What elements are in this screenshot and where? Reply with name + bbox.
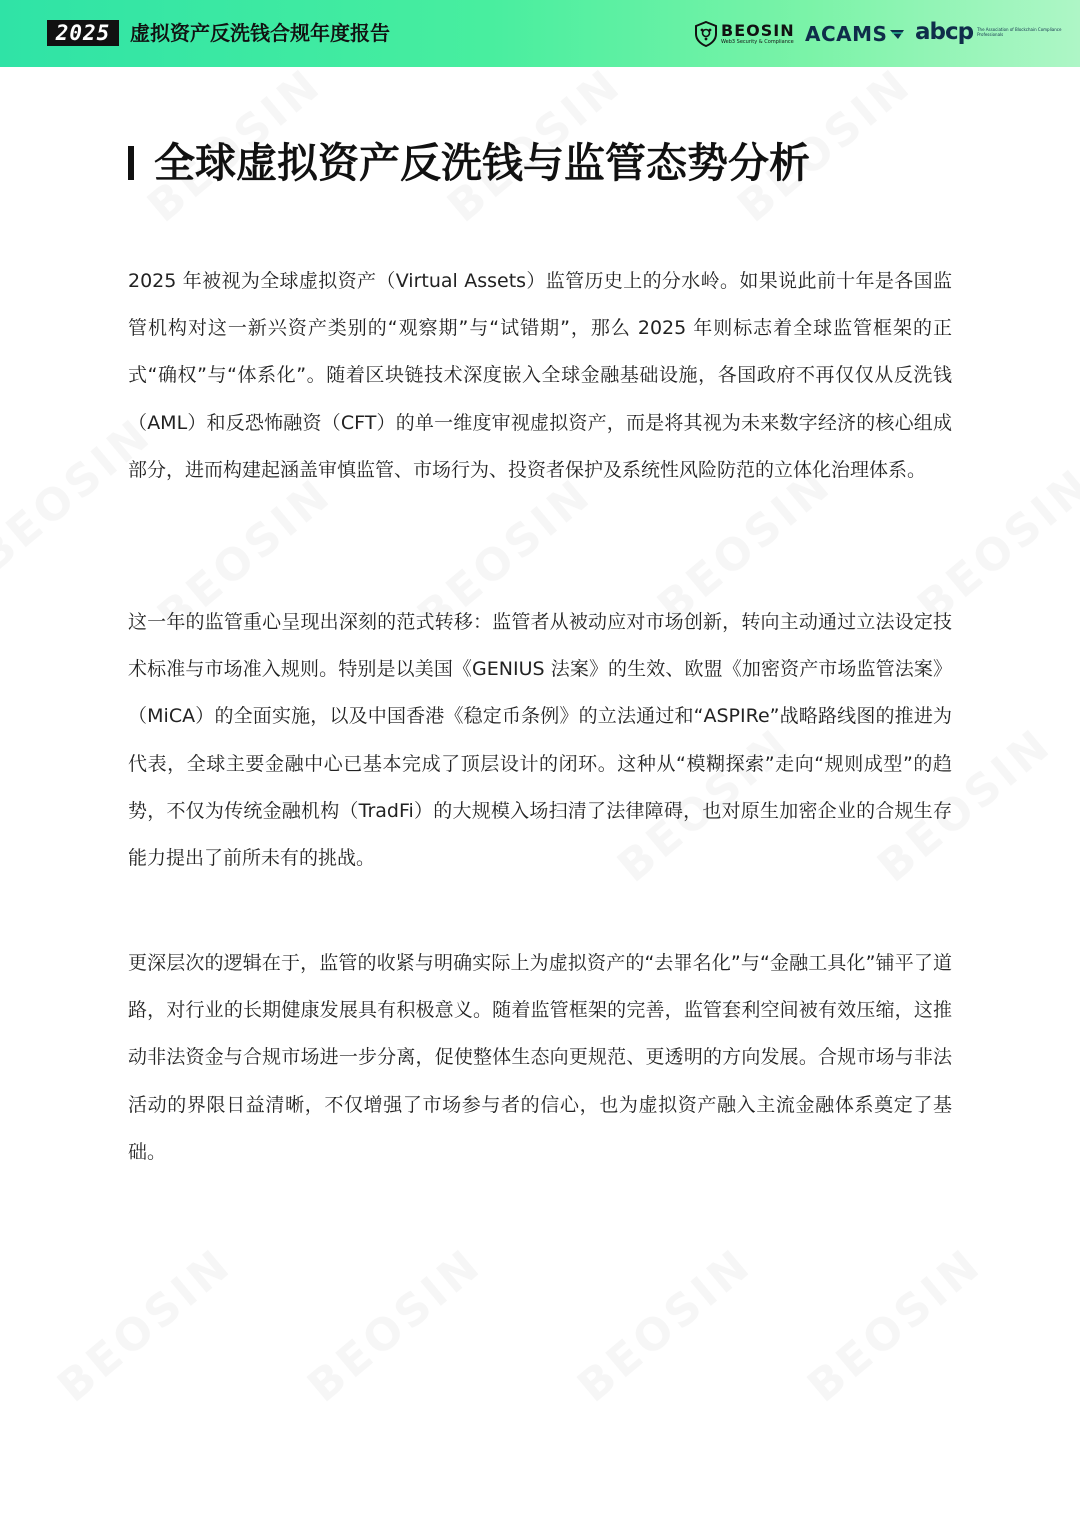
report-title: 虚拟资产反洗钱合规年度报告	[130, 21, 390, 45]
acams-wordmark: ACAMS	[805, 22, 888, 46]
report-header	[0, 0, 1080, 67]
body-paragraph: 2025 年被视为全球虚拟资产（Virtual Assets）监管历史上的分水岭。如果说此前十年是各国监管机构对这一新兴资产类别的“观察期”与“试错期”，那么 2025 年则标志着全球监管框架的正式“确权”与“体系化”。随着区块链技术深度嵌入全球金融基础设施，各国政府不再仅仅从反洗钱（AML）和反恐怖融资（CFT）的单一维度审视虚拟资产，而是将其视为未来数字经济的核心组成部分，进而构建起涵盖审慎监管、市场行为、投资者保护及系统性风险防范的立体化治理体系。	[128, 270, 952, 481]
acams-mark-icon	[889, 28, 905, 40]
beosin-wordmark: BEOSIN	[721, 20, 795, 40]
abcp-wordmark: abcp	[915, 19, 974, 45]
body-paragraph: 这一年的监管重心呈现出深刻的范式转移：监管者从被动应对市场创新，转向主动通过立法设定技术标准与市场准入规则。特别是以美国《GENIUS 法案》的生效、欧盟《加密资产市场监管法案》（MiCA）的全面实施，以及中国香港《稳定币条例》的立法通过和“ASPIRe”战略路线图的推进为代表，全球主要金融中心已基本完成了顶层设计的闭环。这种从“模糊探索”走向“规则成型”的趋势，不仅为传统金融机构（TradFi）的大规模入场扫清了法律障碍，也对原生加密企业的合规生存能力提出了前所未有的挑战。	[128, 611, 952, 870]
watermark	[48, 1239, 242, 1413]
watermark	[298, 1239, 492, 1413]
beosin-logo	[695, 18, 795, 50]
abcp-tagline: The Association of Blockchain Compliance Professionals	[977, 27, 1062, 37]
body-paragraph: 更深层次的逻辑在于，监管的收紧与明确实际上为虚拟资产的“去罪名化”与“金融工具化”铺平了道路，对行业的长期健康发展具有积极意义。随着监管框架的完善，监管套利空间被有效压缩，这推动非法资金与合规市场进一步分离，促使整体生态向更规范、更透明的方向发展。合规市场与非法活动的界限日益清晰，不仅增强了市场参与者的信心，也为虚拟资产融入主流金融体系奠定了基础。	[128, 952, 952, 1163]
section-title	[128, 135, 810, 191]
beosin-shield-icon	[695, 21, 717, 47]
watermark	[798, 1239, 992, 1413]
year-badge: 2025	[47, 20, 119, 46]
title-accent-bar	[128, 146, 134, 180]
abcp-logo	[915, 18, 1067, 46]
watermark	[568, 1239, 762, 1413]
section-title-text: 全球虚拟资产反洗钱与监管态势分析	[154, 139, 810, 187]
acams-logo	[805, 20, 905, 48]
beosin-tagline: Web3 Security & Compliance	[721, 38, 794, 45]
